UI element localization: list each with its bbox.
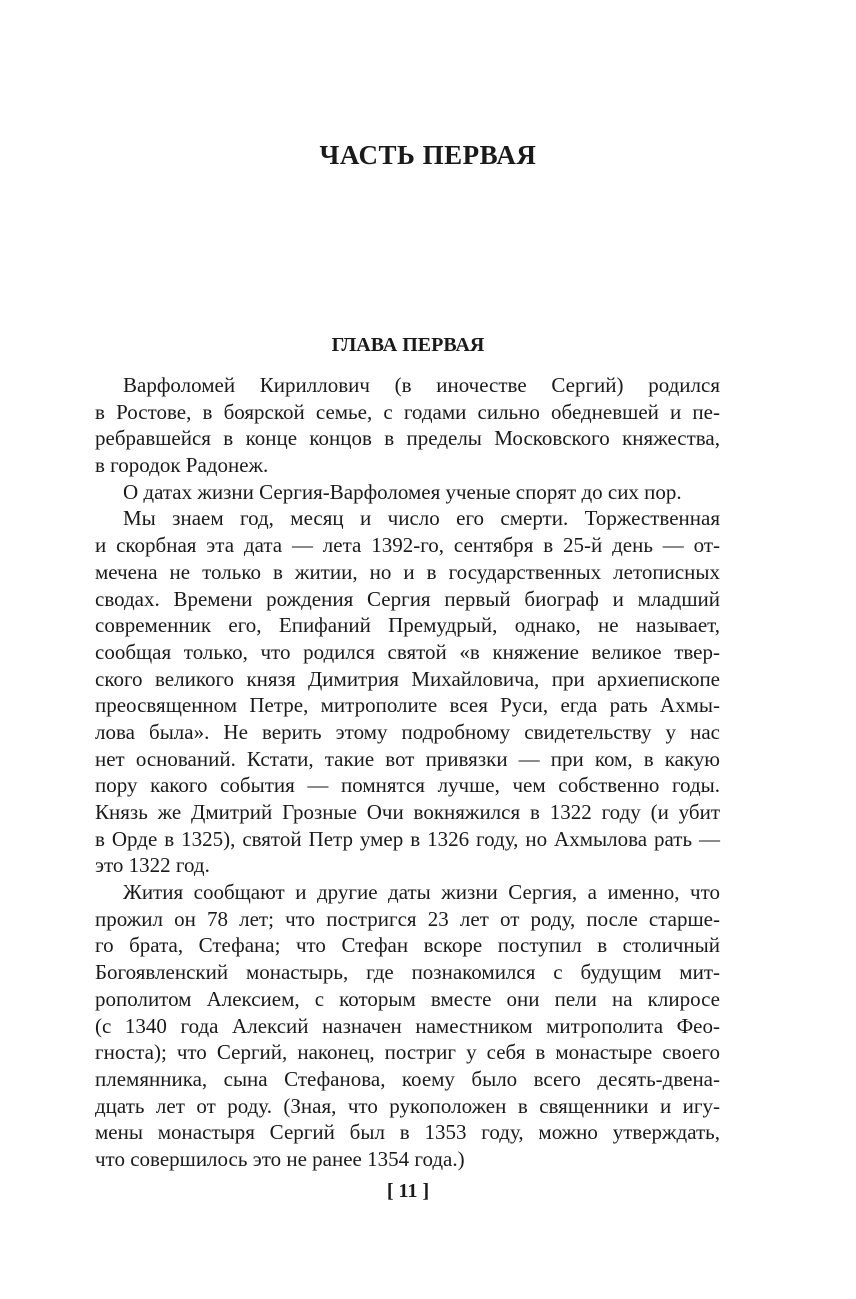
text-line: сообщая только, что родился святой «в княжение великое твер- <box>95 639 720 664</box>
text-line: в городок Радонеж. <box>95 453 269 478</box>
text-line: Князь же Дмитрий Грозные Очи вокняжился в 1322 году (и убит <box>95 800 720 824</box>
text-line: в Ростове, в боярской семье, с годами сильно обедневшей и пе- <box>95 399 720 424</box>
chapter-title: ГЛАВА ПЕРВАЯ <box>331 334 485 356</box>
text-line: сводах. Времени рождения Сергия первый биограф и младший <box>95 586 720 611</box>
text-line: го брата, Стефана; что Стефан вскоре поступил в столичный <box>95 933 720 958</box>
text-line: дцать лет от роду. (Зная, что рукоположен в священники и игу- <box>95 1093 720 1118</box>
body-text <box>95 372 720 1173</box>
text-line: мечена не только в житии, но и в государственных летописных <box>95 559 720 584</box>
text-line: прожил он 78 лет; что постригся 23 лет от роду, после старше- <box>95 906 720 931</box>
text-line: рополитом Алексием, с которым вместе они пели на клиросе <box>95 986 720 1011</box>
text-line: это 1322 год. <box>95 853 210 878</box>
text-line: мены монастыря Сергий был в 1353 году, можно утверждать, <box>95 1120 720 1145</box>
text-line: и скорбная эта дата — лета 1392-го, сентября в 25-й день — от- <box>95 533 720 558</box>
text-line: лова была». Не верить этому подробному свидетельству у нас <box>95 719 720 744</box>
text-line: ского великого князя Димитрия Михайловича, при архиепископе <box>95 666 720 691</box>
part-title: ЧАСТЬ ПЕРВАЯ <box>319 140 537 170</box>
text-line: Жития сообщают и другие даты жизни Сергия, а именно, что <box>123 880 720 905</box>
text-line: в Орде в 1325), святой Петр умер в 1326 году, но Ахмылова рать — <box>95 826 720 851</box>
text-line: Богоявленский монастырь, где познакомился с будущим мит- <box>95 960 720 985</box>
text-line: пору какого события — помнятся лучше, чем собственно годы. <box>95 773 720 798</box>
page-number: [ 11 ] <box>386 1180 430 1202</box>
text-line: современник его, Епифаний Премудрый, однако, не называет, <box>95 613 720 638</box>
text-line: преосвященном Петре, митрополите всея Руси, егда рать Ахмы- <box>95 693 720 718</box>
text-line: гноста); что Сергий, наконец, постриг у себя в монастыре своего <box>95 1040 720 1065</box>
text-line: что совершилось это не ранее 1354 года.) <box>95 1146 465 1171</box>
text-line: ребравшейся в конце концов в пределы Московского княжества, <box>95 426 720 451</box>
text-line: Мы знаем год, месяц и число его смерти. Торжественная <box>123 506 720 531</box>
text-line: О датах жизни Сергия-Варфоломея ученые спорят до сих пор. <box>123 479 682 504</box>
text-line: (с 1340 года Алексий назначен наместником митрополита Фео- <box>95 1013 720 1038</box>
text-line: Варфоломей Кириллович (в иночестве Сергий) родился <box>123 373 720 397</box>
text-line: племянника, сына Стефанова, коему было всего десять-двена- <box>95 1066 720 1091</box>
text-line: нет оснований. Кстати, такие вот привязки — при ком, в какую <box>95 746 720 771</box>
